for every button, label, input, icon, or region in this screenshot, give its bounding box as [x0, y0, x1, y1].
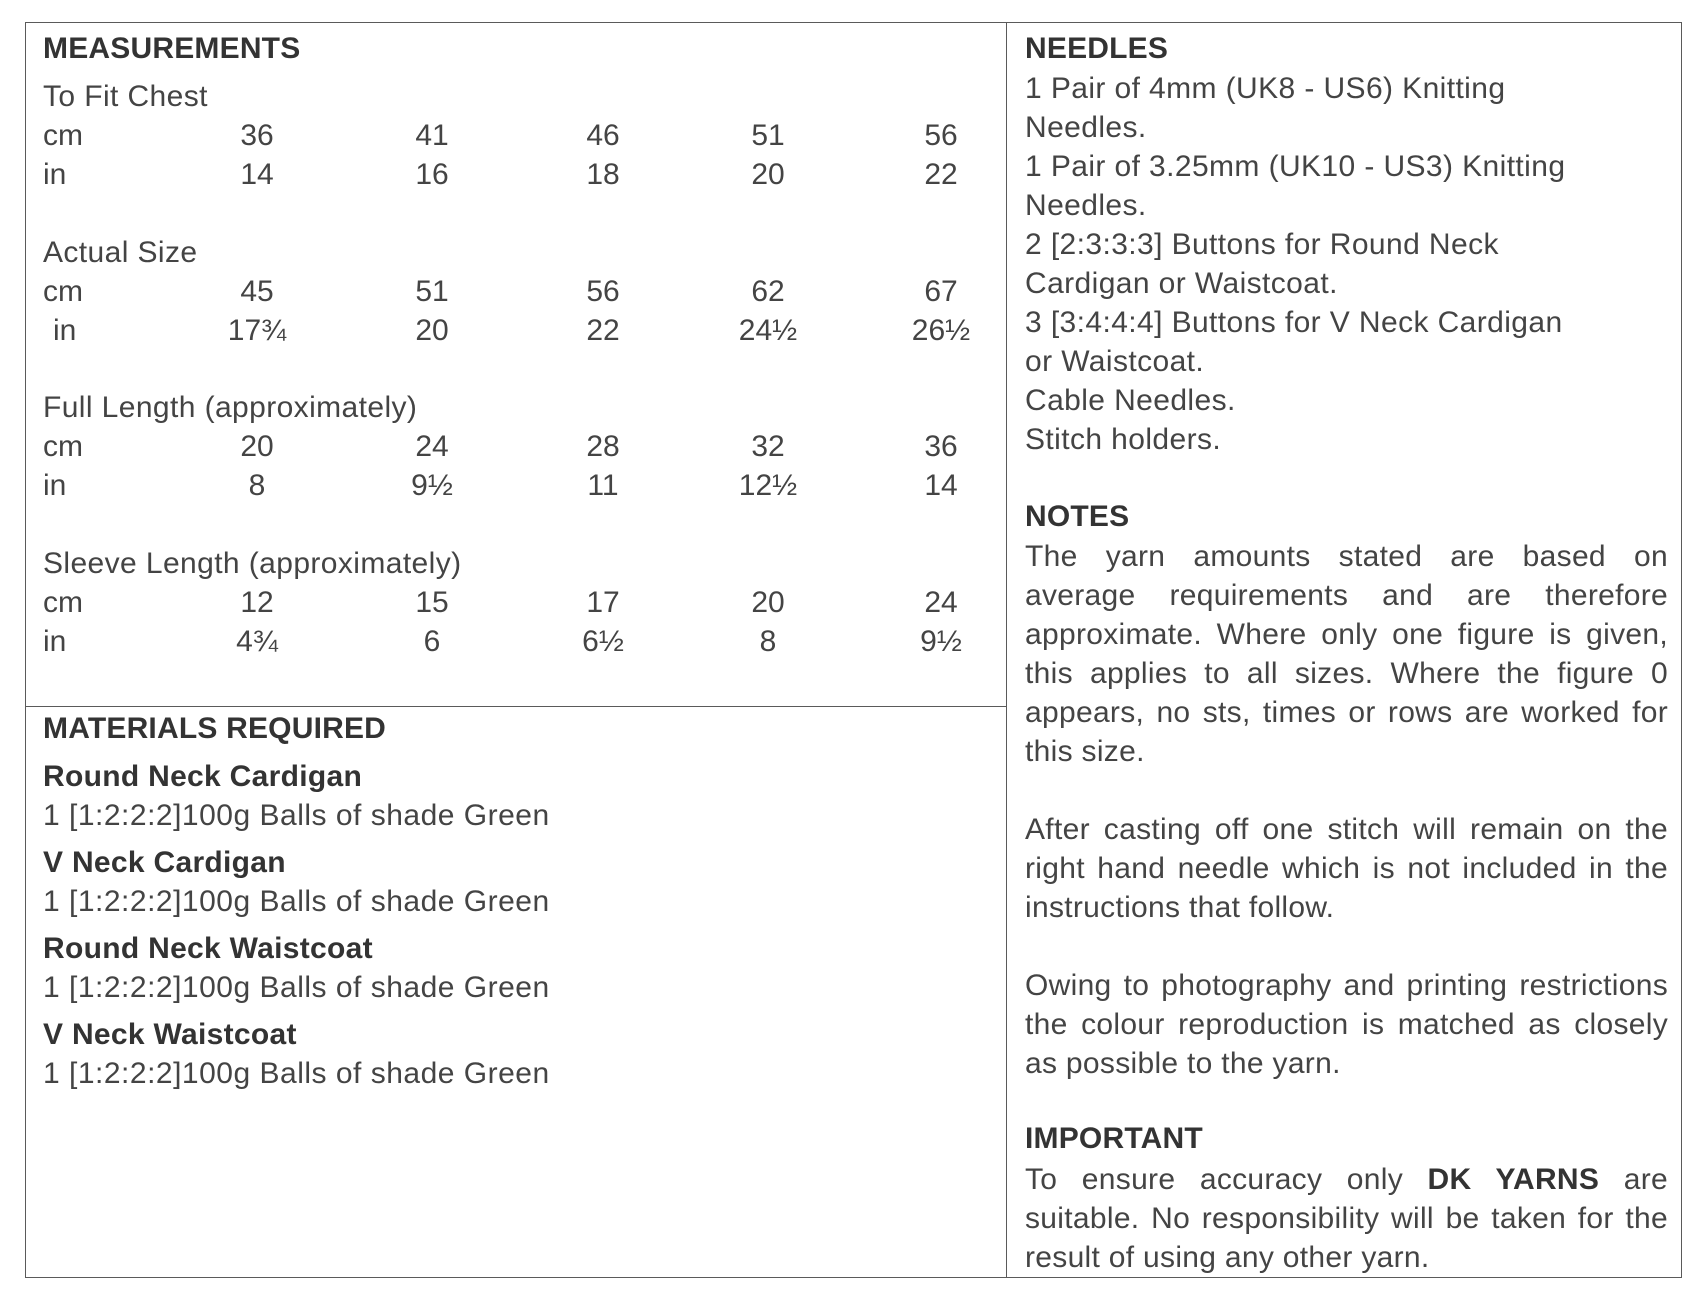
- measurement-value: 56: [924, 119, 958, 152]
- measurement-value: 14: [240, 158, 274, 191]
- group-label-chest: To Fit Chest: [43, 80, 208, 113]
- measurement-value: 14: [924, 469, 958, 502]
- section-divider: [25, 706, 1006, 707]
- measurement-row: [43, 275, 958, 315]
- unit-label: cm: [43, 119, 83, 152]
- notes-paragraph: The yarn amounts stated are based on average requirements and are therefore approximate. Where only one figure is given, this applies to all sizes. Where the figure 0 appears, no sts, times or rows are worked for this size.: [1025, 540, 1668, 768]
- material-name: V Neck Waistcoat: [43, 1018, 297, 1051]
- measurement-value: 8: [248, 469, 266, 502]
- measurement-value: 46: [586, 119, 620, 152]
- measurement-value: 22: [586, 314, 620, 347]
- measurement-value: 18: [586, 158, 620, 191]
- measurement-value: 12: [240, 586, 274, 619]
- needles-line: Needles.: [1025, 111, 1147, 144]
- unit-label: in: [43, 625, 67, 658]
- measurement-value: 56: [586, 275, 620, 308]
- important-paragraph: [1025, 1160, 1668, 1277]
- measurement-value: 24: [415, 430, 449, 463]
- measurement-row: [43, 158, 958, 198]
- measurement-value: 26½: [911, 314, 971, 347]
- measurement-value: 17¾: [227, 314, 287, 347]
- measurement-value: 17: [586, 586, 620, 619]
- measurement-value: 36: [924, 430, 958, 463]
- needles-line: 3 [3:4:4:4] Buttons for V Neck Cardigan: [1025, 306, 1563, 339]
- needles-line: Needles.: [1025, 189, 1147, 222]
- needles-line: Cardigan or Waistcoat.: [1025, 267, 1338, 300]
- unit-label: in: [43, 469, 67, 502]
- measurement-value: 20: [240, 430, 274, 463]
- measurement-value: 51: [751, 119, 785, 152]
- measurement-value: 8: [759, 625, 777, 658]
- important-emphasis: DK YARNS: [1427, 1163, 1600, 1196]
- unit-label: in: [43, 158, 67, 191]
- measurement-value: 9½: [411, 469, 453, 502]
- measurement-value: 24½: [738, 314, 798, 347]
- material-name: V Neck Cardigan: [43, 846, 286, 879]
- material-name: Round Neck Cardigan: [43, 760, 363, 793]
- measurement-value: 20: [415, 314, 449, 347]
- measurement-row: [43, 119, 958, 159]
- measurement-value: 22: [924, 158, 958, 191]
- measurement-row: [43, 625, 962, 665]
- measurement-value: 24: [924, 586, 958, 619]
- material-name: Round Neck Waistcoat: [43, 932, 373, 965]
- measurement-value: 16: [415, 158, 449, 191]
- measurement-value: 20: [751, 158, 785, 191]
- material-detail: 1 [1:2:2:2]100g Balls of shade Green: [43, 799, 550, 832]
- materials-title: MATERIALS REQUIRED: [43, 712, 387, 745]
- measurement-value: 12½: [738, 469, 798, 502]
- measurement-value: 11: [587, 469, 619, 502]
- measurement-value: 6½: [582, 625, 624, 658]
- unit-label: in: [53, 314, 77, 347]
- measurement-row: [43, 469, 958, 509]
- group-label-sleeve-length: Sleeve Length (approximately): [43, 547, 462, 580]
- needles-line: 1 Pair of 4mm (UK8 - US6) Knitting: [1025, 72, 1506, 105]
- measurement-value: 20: [751, 586, 785, 619]
- measurement-row: [43, 430, 958, 470]
- measurement-value: 45: [240, 275, 274, 308]
- group-label-full-length: Full Length (approximately): [43, 391, 418, 424]
- important-text-before: To ensure accuracy only: [1025, 1163, 1428, 1196]
- material-detail: 1 [1:2:2:2]100g Balls of shade Green: [43, 885, 550, 918]
- needles-line: Cable Needles.: [1025, 384, 1236, 417]
- notes-title: NOTES: [1025, 500, 1130, 533]
- measurement-value: 67: [924, 275, 958, 308]
- measurements-title: MEASUREMENTS: [43, 32, 301, 65]
- column-divider: [1006, 22, 1007, 1278]
- needles-line: or Waistcoat.: [1025, 345, 1205, 378]
- measurement-value: 36: [240, 119, 274, 152]
- measurement-value: 4¾: [236, 625, 278, 658]
- measurement-row: [43, 586, 958, 626]
- needles-title: NEEDLES: [1025, 32, 1169, 65]
- notes-paragraph: After casting off one stitch will remain on the right hand needle which is not included in the instructions that follow.: [1025, 813, 1668, 924]
- measurement-value: 32: [751, 430, 785, 463]
- unit-label: cm: [43, 430, 83, 463]
- important-text-after: are suitable. No responsibility will be taken for the result of using any other yarn.: [1025, 1163, 1668, 1274]
- needles-line: 2 [2:3:3:3] Buttons for Round Neck: [1025, 228, 1499, 261]
- measurement-value: 9½: [920, 625, 962, 658]
- measurement-value: 6: [423, 625, 441, 658]
- measurement-row: [43, 314, 971, 354]
- measurement-value: 41: [415, 119, 449, 152]
- measurement-value: 51: [415, 275, 449, 308]
- measurement-value: 28: [586, 430, 620, 463]
- material-detail: 1 [1:2:2:2]100g Balls of shade Green: [43, 971, 550, 1004]
- important-title: IMPORTANT: [1025, 1122, 1203, 1155]
- measurement-value: 15: [415, 586, 449, 619]
- needles-line: 1 Pair of 3.25mm (UK10 - US3) Knitting: [1025, 150, 1566, 183]
- measurement-value: 62: [751, 275, 785, 308]
- material-detail: 1 [1:2:2:2]100g Balls of shade Green: [43, 1057, 550, 1090]
- needles-line: Stitch holders.: [1025, 423, 1222, 456]
- unit-label: cm: [43, 275, 83, 308]
- unit-label: cm: [43, 586, 83, 619]
- notes-paragraph: Owing to photography and printing restrictions the colour reproduction is matched as closely as possible to the yarn.: [1025, 969, 1668, 1080]
- group-label-actual-size: Actual Size: [43, 236, 198, 269]
